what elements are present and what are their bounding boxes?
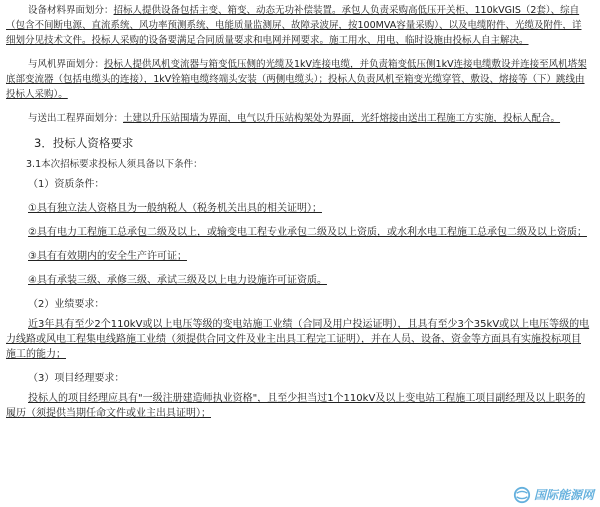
transmission-interface-label: 与送出工程界面划分：	[28, 113, 124, 124]
qualification-item-2: ②具有电力工程施工总承包二级及以上，或输变电工程专业承包二级及以上资质，或水利水电工程施工总承包二级及以上资质；	[28, 227, 587, 238]
equipment-interface-label: 设备材料界面划分：	[28, 5, 114, 16]
turbine-interface-label: 与风机界面划分：	[28, 59, 105, 70]
section-project-manager-title: （3）项目经理要求：	[28, 373, 125, 384]
globe-logo-icon	[513, 486, 531, 504]
turbine-interface-paragraph	[6, 57, 590, 102]
equipment-interface-paragraph	[6, 3, 590, 48]
document-body	[6, 3, 590, 421]
qualification-item-1: ①具有独立法人资格且为一般纳税人（税务机关出具的相关证明）；	[28, 203, 322, 214]
project-manager-requirement: 投标人的项目经理应具有"一级注册建造师执业资格"，且至少担当过1个110kV及以上变电站工程施工项目副经理及以上职务的履历（须提供当期任命文件或业主出具证明）；	[6, 393, 586, 419]
equipment-interface-text: 招标人提供设备包括主变、箱变、动态无功补偿装置。承包人负责采购高低压开关柜、110kVGIS（2套）、综自（包含不间断电源、直流系统、风功率预测系统、电能质量监测屏、故障录波屏，按100MVA容量采购）、以及电缆附件、光缆及附件，详细划分见技术文件。投标人采购的设备要满足合同质量要求和电网并网要求。施工用水、用电、临时设施由投标人自主解决。	[6, 5, 582, 46]
qualification-heading: 3．投标人资格要求	[34, 136, 134, 150]
requirements-intro: 3.1本次招标要求投标人须具备以下条件：	[26, 159, 203, 170]
section-performance-title: （2）业绩要求：	[28, 299, 105, 310]
turbine-interface-text: 投标人提供风机变流器与箱变低压侧的光缆及1kV连接电缆，并负责箱变低压侧1kV连接电缆敷设并连接至风机塔架底部变流器（包括电缆头的连接），1kV铨箱电缆终端头安装（两侧电缆头）；投标人负责风机至箱变光缆穿管、敷设、熔接等（下）跳线由投标人采购）。	[6, 59, 587, 100]
transmission-interface-text: 土建以升压站围墙为界面，电气以升压站构架处为界面，光纤熔接由送出工程施工方实施，投标人配合。	[123, 113, 561, 124]
section-qualification-title: （1）资质条件：	[28, 179, 105, 190]
qualification-item-4: ④具有承装三级、承修三级、承试三级及以上电力设施许可证资质。	[28, 275, 327, 286]
watermark	[513, 486, 594, 504]
qualification-item-3: ③具有有效期内的安全生产许可证；	[28, 251, 187, 262]
performance-requirement: 近3年具有至少2个110kV或以上电压等级的变电站施工业绩（合同及用户投运证明），且具有至少3个35kV或以上电压等级的电力线路或风电工程集电线路施工业绩（须提供合同文件及业主出具工程完工证明），并在人员、设备、资金等方面具有实施投标项目施工的能力；	[6, 319, 590, 360]
transmission-interface-paragraph	[6, 111, 590, 126]
watermark-text: 国际能源网	[533, 487, 594, 502]
